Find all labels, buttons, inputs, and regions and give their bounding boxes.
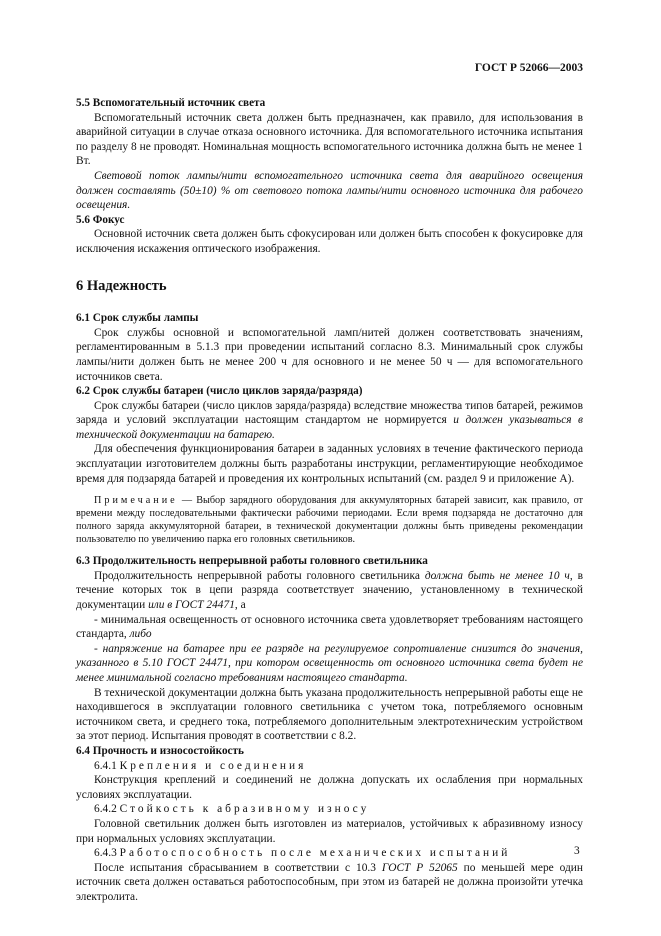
section-5-5-paragraph-1: Вспомогательный источник света должен быть предназначен, как правило, для использования в аварийной ситуации в случае отказа основного источника. Для вспомогательного источника испытания по разделу 8 не проводят. Номинальная мощность вспомогательного источника должна быть не менее 1 Вт. bbox=[76, 111, 583, 168]
note-text: — Выбор зарядного оборудования для аккумуляторных батарей зависит, как правило, от времени между последовательными фактически рабочими периодами. Если время подзаряда не достаточно для полного заряда аккумуляторной батареи, в технической документации должны быть приведены рекомендации пользователю по увеличению парка его головных светильников. bbox=[76, 495, 583, 546]
s643-p-part-c: по меньшей мере один источник света должен оставаться работоспособным, при этом из батарей не должна произойти утечка электролита. bbox=[76, 861, 584, 903]
document-id-header: ГОСТ Р 52066—2003 bbox=[474, 62, 583, 74]
section-6-2-title: 6.2 Срок службы батареи (число циклов заряда/разряда) bbox=[76, 385, 363, 398]
s642-title: Стойкость к абразивному износу bbox=[119, 803, 370, 816]
s641-number: 6.4.1 bbox=[94, 759, 120, 772]
s63-p2-italic: либо bbox=[129, 628, 152, 641]
s642-number: 6.4.2 bbox=[94, 803, 120, 816]
section-6-4-title: 6.4 Прочность и износостойкость bbox=[76, 744, 244, 757]
section-5-5-paragraph-2: Световой поток лампы/нити вспомогательного источника света для аварийного освещения должен составлять (50±10) % от светового потока лампы/нити основного источника для рабочего освещения. bbox=[76, 169, 583, 212]
s643-p-part-b: ГОСТ Р 52065 bbox=[381, 861, 458, 874]
section-6-4-3-heading bbox=[76, 846, 583, 861]
s643-p-part-a: После испытания сбрасыванием в соответствии с 10.3 bbox=[94, 861, 382, 874]
section-6-3-paragraph-1 bbox=[76, 569, 583, 613]
s63-p1-part-b: должна быть не менее 10 ч bbox=[424, 569, 570, 582]
section-6-1-title: 6.1 Срок службы лампы bbox=[76, 312, 199, 325]
s643-number: 6.4.3 bbox=[94, 847, 120, 860]
section-6-4-1-heading bbox=[76, 759, 583, 774]
section-6-2-note bbox=[76, 494, 583, 546]
section-5-5-title: 5.5 Вспомогательный источник света bbox=[76, 97, 266, 109]
section-6-3-paragraph-2 bbox=[76, 613, 583, 642]
section-6-4-2-paragraph: Головной светильник должен быть изготовлен из материалов, устойчивых к абразивному износу при нормальных условиях эксплуатации. bbox=[76, 817, 583, 845]
section-6-1-paragraph-1: Срок службы основной и вспомогательной ламп/нитей должен соответствовать значениям, регламентированным в 5.1.3 при проведении испытаний согласно 8.3. Минимальный срок службы лампы/нити должен быть не менее 200 ч для основного и не менее 50 ч — для вспомогательного источников света. bbox=[76, 326, 583, 383]
section-6-2-p1-text: Срок службы батареи (число циклов заряда/разряда) вследствие множества типов батарей, режимов заряда и условий эксплуатации настоящим стандартом не нормируется bbox=[76, 399, 583, 427]
s63-p1-part-c: , в течение которых ток в цепи разряда соответствует значению, установленному в технической документации bbox=[76, 569, 583, 612]
section-6-3-paragraph-3: - напряжение на батарее при ее разряде на регулируемое сопротивление снизится до значения, указанного в 5.10 ГОСТ 24471, при котором освещенность от основного источника света будет не менее минимальной согласно требованиям настоящего стандарта. bbox=[76, 642, 583, 684]
s63-p1-part-a: Продолжительность непрерывной работы головного светильника bbox=[94, 569, 425, 582]
section-6-4-1-paragraph: Конструкция креплений и соединений не должна допускать их ослабления при нормальных условиях эксплуатации. bbox=[76, 774, 583, 801]
section-6-3-paragraph-4: В технической документации должна быть указана продолжительность непрерывной работы еще не находившегося в эксплуатации головного светильника с учетом тока, потребляемого основным источником света, и среднего тока, потребляемого дополнительным электротехническим устройством за этот период. Испытания проводят в соответствии с 8.2. bbox=[76, 686, 583, 743]
section-6-2-paragraph-1 bbox=[76, 399, 583, 443]
note-label: Примечание bbox=[94, 495, 178, 507]
s63-p1-part-d: или в ГОСТ 24471 bbox=[148, 599, 235, 612]
section-6-2-p1-italic: и должен указываться в технической документации на батарею. bbox=[76, 414, 583, 441]
section-5-6-title: 5.6 Фокус bbox=[76, 213, 125, 226]
section-6-title: 6 Надежность bbox=[76, 277, 167, 294]
page-number: 3 bbox=[574, 845, 580, 857]
document-body bbox=[76, 96, 583, 905]
section-5-6-paragraph-1: Основной источник света должен быть сфокусирован или должен быть способен к фокусировке для исключения искажения оптического изображения. bbox=[76, 228, 583, 255]
section-6-4-2-heading bbox=[76, 802, 583, 817]
s641-title: Крепления и соединения bbox=[119, 759, 307, 772]
section-6-3-title: 6.3 Продолжительность непрерывной работы головного светильника bbox=[76, 555, 428, 568]
s63-p2-text: - минимальная освещенность от основного источника света удовлетворяет требованиям настоящего стандарта, bbox=[76, 613, 583, 641]
section-6-2-paragraph-2: Для обеспечения функционирования батареи в заданных условиях в течение фактического периода эксплуатации изготовителем должны быть разработаны инструкции, регламентирующие необходимое время для подзаряда батарей и проведения их контрольных испытаний (см. раздел 9 и приложение А). bbox=[76, 443, 583, 485]
s643-title: Работоспособность после механических испытаний bbox=[119, 847, 511, 860]
s63-p1-part-e: , а bbox=[234, 599, 246, 612]
section-6-4-3-paragraph bbox=[76, 861, 583, 905]
